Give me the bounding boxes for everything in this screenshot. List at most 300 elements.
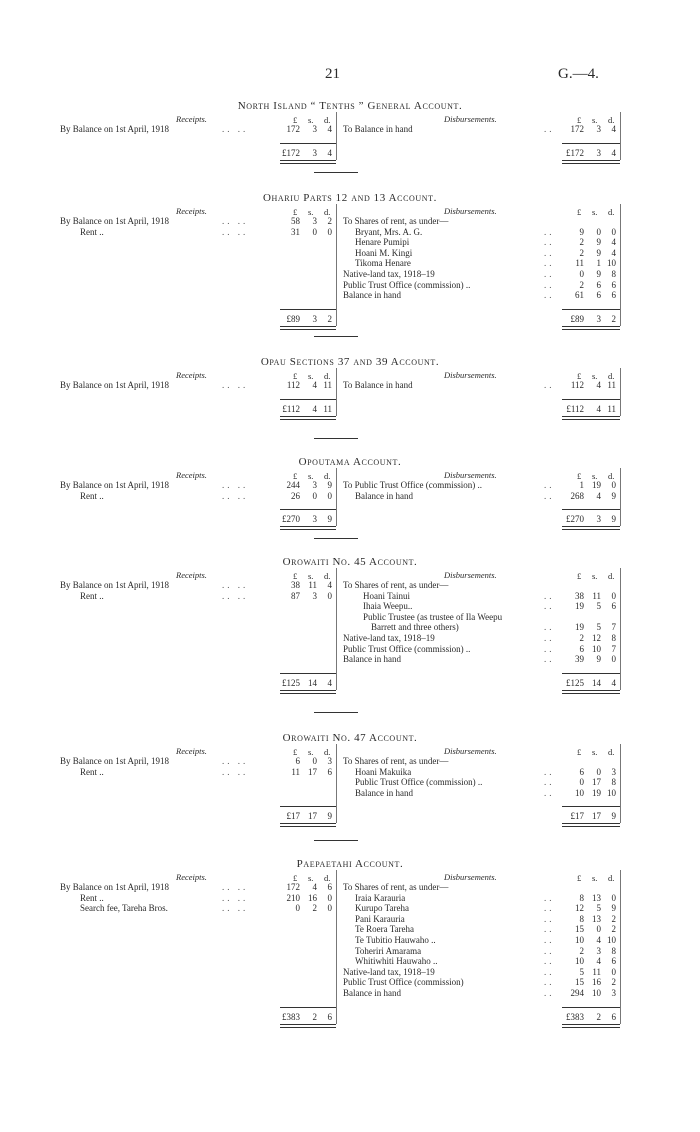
total-rule — [280, 509, 336, 510]
disbursement-pounds: 10 — [575, 935, 584, 945]
disbursement-description: Native-land tax, 1918–19 — [343, 269, 435, 279]
disbursement-shillings: 16 — [592, 977, 601, 988]
receipt-pounds: 26 — [291, 490, 300, 501]
disbursements-heading: Disbursements. — [444, 206, 497, 216]
receipt-shillings: 4 — [312, 380, 317, 390]
receipt-pounds: 172 — [286, 124, 300, 134]
receipt-pence: 6 — [327, 766, 332, 777]
receipt-pence: 4 — [327, 124, 332, 134]
receipt-shillings: 11 — [308, 580, 317, 590]
disbursements-pence-unit: d. — [608, 571, 615, 581]
leader-dots: .. — [544, 290, 555, 301]
receipts-heading: Receipts. — [176, 872, 207, 882]
disbursement-pence: 0 — [611, 892, 616, 903]
receipt-pounds: 112 — [286, 380, 300, 390]
column-divider — [620, 744, 621, 823]
column-divider — [620, 368, 621, 416]
leader-dots: .. .. — [222, 380, 249, 390]
receipts-heading: Receipts. — [176, 206, 207, 216]
disbursement-description: Iraia Karauria — [355, 892, 406, 903]
disbursement-description: Balance in hand — [343, 290, 401, 301]
disbursements-heading: Disbursements. — [444, 370, 497, 380]
receipt-description: By Balance on 1st April, 1918 — [60, 480, 169, 490]
disbursement-shillings: 12 — [592, 633, 601, 643]
leader-dots: .. — [544, 988, 555, 998]
disbursement-shillings: 11 — [592, 590, 601, 601]
disbursement-shillings: 0 — [596, 226, 601, 237]
total-rule — [562, 309, 620, 310]
receipts-shilling-unit: s. — [308, 873, 314, 883]
disbursements-pence-unit: d. — [608, 471, 615, 481]
total-rule — [562, 806, 620, 807]
disbursement-shillings: 9 — [596, 237, 601, 248]
disbursement-pounds: 2 — [579, 945, 584, 956]
disbursement-shillings: 3 — [596, 945, 601, 956]
leader-dots: .. — [544, 924, 555, 935]
receipts-pound-unit: £ — [293, 571, 298, 581]
disbursement-pounds: 10 — [575, 956, 584, 967]
disbursement-pounds: 38 — [575, 590, 584, 601]
disbursement-description: Barrett and three others) — [371, 622, 459, 633]
leader-dots: .. — [544, 124, 555, 134]
disbursement-pounds: 15 — [575, 924, 584, 935]
total-rule — [280, 143, 336, 144]
disbursement-shillings: 19 — [592, 480, 601, 490]
receipt-pence: 11 — [323, 380, 332, 390]
leader-dots: .. — [544, 643, 555, 654]
receipt-shillings: 16 — [308, 892, 317, 903]
receipt-shillings: 17 — [308, 766, 317, 777]
disbursement-pounds: 9 — [579, 226, 584, 237]
disbursement-description: Hoani Makuika — [355, 766, 412, 777]
leader-dots: .. .. — [222, 590, 249, 601]
disbursement-description: Native-land tax, 1918–19 — [343, 966, 435, 977]
receipt-pence: 6 — [327, 882, 332, 892]
disbursements-pound-unit: £ — [577, 371, 582, 381]
disbursement-shillings: 10 — [592, 643, 601, 654]
disbursement-pence: 0 — [611, 226, 616, 237]
disbursements-pound-unit: £ — [577, 571, 582, 581]
receipts-total-pounds: £125 — [282, 677, 300, 688]
section-separator — [314, 712, 358, 713]
receipts-total-pence: 2 — [327, 313, 332, 324]
account-title: Orowaiti No. 47 Account. — [282, 732, 418, 744]
disbursements-heading: Disbursements. — [444, 114, 497, 124]
receipts-total-pence: 6 — [327, 1011, 332, 1022]
account-title: Opoutama Account. — [298, 456, 402, 468]
total-rule — [280, 1007, 336, 1008]
receipts-heading: Receipts. — [176, 370, 207, 380]
receipts-shilling-unit: s. — [308, 115, 314, 125]
leader-dots: .. — [544, 601, 555, 612]
disbursement-description: Whitiwhiti Hauwaho .. — [355, 956, 438, 967]
leader-dots: .. — [544, 490, 555, 501]
receipt-pounds: 6 — [295, 756, 300, 766]
disbursements-pound-unit: £ — [577, 873, 582, 883]
disbursement-pounds: 2 — [579, 633, 584, 643]
disbursement-description: Te Roera Tareha — [355, 924, 415, 935]
disbursement-pounds: 61 — [575, 290, 584, 301]
disbursements-total-pounds: £125 — [566, 677, 584, 688]
column-divider — [336, 744, 337, 823]
receipt-pence: 2 — [327, 216, 332, 226]
disbursement-description: Public Trust Office (commission) .. — [343, 279, 471, 290]
disbursement-pence: 6 — [611, 279, 616, 290]
account-title: Ohariu Parts 12 and 13 Account. — [262, 192, 438, 204]
disbursement-pounds: 6 — [579, 766, 584, 777]
receipt-pounds: 38 — [291, 580, 300, 590]
receipt-description: Rent .. — [80, 590, 104, 601]
disbursement-pence: 10 — [607, 258, 616, 269]
disbursement-description: Public Trust Office (commission) — [343, 977, 464, 988]
double-rule — [280, 416, 336, 420]
leader-dots: .. — [544, 977, 555, 988]
disbursements-shilling-unit: s. — [592, 207, 598, 217]
leader-dots: .. — [544, 777, 555, 788]
receipt-pounds: 244 — [286, 480, 300, 490]
total-rule — [562, 673, 620, 674]
disbursement-description: Public Trust Office (commission) .. — [343, 643, 471, 654]
disbursement-pounds: 10 — [575, 787, 584, 798]
disbursements-total-pounds: £270 — [566, 514, 584, 525]
column-divider — [620, 468, 621, 526]
receipts-total-pence: 11 — [323, 403, 332, 414]
disbursements-total-pounds: £112 — [566, 403, 584, 414]
receipts-total-shillings: 3 — [312, 313, 317, 324]
disbursements-total-pounds: £172 — [566, 147, 584, 158]
disbursement-description: Ihaia Weepu.. — [363, 601, 413, 612]
receipts-pound-unit: £ — [293, 873, 298, 883]
receipts-total-pence: 4 — [327, 677, 332, 688]
disbursement-description: Balance in hand — [355, 787, 413, 798]
disbursement-description: Tikoma Henare — [355, 258, 411, 269]
leader-dots: .. — [544, 945, 555, 956]
leader-dots: .. .. — [222, 490, 249, 501]
leader-dots: .. .. — [222, 892, 249, 903]
receipts-pence-unit: d. — [324, 873, 331, 883]
receipt-shillings: 2 — [312, 903, 317, 914]
disbursement-pence: 2 — [611, 977, 616, 988]
leader-dots: .. .. — [222, 766, 249, 777]
disbursements-shilling-unit: s. — [592, 571, 598, 581]
disbursement-pence: 7 — [611, 643, 616, 654]
disbursement-shillings: 19 — [592, 787, 601, 798]
disbursement-description: Hoani M. Kingi — [355, 247, 413, 258]
disbursement-shillings: 10 — [592, 988, 601, 998]
receipts-total-shillings: 3 — [312, 147, 317, 158]
disbursement-pence: 10 — [607, 787, 616, 798]
leader-dots: .. — [544, 935, 555, 945]
receipts-pound-unit: £ — [293, 115, 298, 125]
receipts-total-pence: 9 — [327, 514, 332, 525]
leader-dots: .. — [544, 903, 555, 914]
disbursement-pence: 8 — [611, 633, 616, 643]
disbursement-description: Balance in hand — [343, 654, 401, 665]
double-rule — [280, 160, 336, 164]
disbursement-pence: 4 — [611, 124, 616, 134]
leader-dots: .. .. — [222, 124, 249, 134]
leader-dots: .. .. — [222, 480, 249, 490]
disbursement-pounds: 15 — [575, 977, 584, 988]
disbursement-pence: 2 — [611, 913, 616, 924]
disbursement-description: Hoani Tainui — [363, 590, 410, 601]
leader-dots: .. — [544, 590, 555, 601]
disbursement-shillings: 0 — [596, 766, 601, 777]
section-separator — [314, 840, 358, 841]
receipt-description: By Balance on 1st April, 1918 — [60, 380, 169, 390]
receipts-shilling-unit: s. — [308, 371, 314, 381]
double-rule — [562, 526, 620, 530]
double-rule — [562, 690, 620, 694]
receipts-heading: Receipts. — [176, 114, 207, 124]
disbursement-pence: 0 — [611, 480, 616, 490]
receipts-total-pounds: £383 — [282, 1011, 300, 1022]
disbursements-shilling-unit: s. — [592, 747, 598, 757]
receipts-total-shillings: 2 — [312, 1011, 317, 1022]
receipts-total-shillings: 4 — [312, 403, 317, 414]
disbursement-pence: 11 — [607, 380, 616, 390]
section-separator — [314, 336, 358, 337]
disbursement-pence: 0 — [611, 966, 616, 977]
total-rule — [562, 1007, 620, 1008]
disbursement-description: To Shares of rent, as under— — [343, 756, 449, 766]
disbursement-pounds: 112 — [570, 380, 584, 390]
receipt-pounds: 210 — [286, 892, 300, 903]
disbursement-pounds: 0 — [579, 269, 584, 279]
disbursements-total-pence: 2 — [611, 313, 616, 324]
double-rule — [280, 526, 336, 530]
disbursement-pence: 8 — [611, 269, 616, 279]
receipts-shilling-unit: s. — [308, 571, 314, 581]
receipt-pence: 4 — [327, 580, 332, 590]
receipt-pounds: 87 — [291, 590, 300, 601]
disbursement-pounds: 12 — [575, 903, 584, 914]
disbursement-pounds: 268 — [570, 490, 584, 501]
disbursements-shilling-unit: s. — [592, 471, 598, 481]
receipt-pence: 0 — [327, 892, 332, 903]
disbursements-pence-unit: d. — [608, 747, 615, 757]
disbursement-pence: 4 — [611, 237, 616, 248]
disbursement-shillings: 13 — [592, 892, 601, 903]
receipt-pounds: 11 — [291, 766, 300, 777]
disbursement-description: Public Trust Office (commission) .. — [355, 777, 483, 788]
leader-dots: .. — [544, 380, 555, 390]
receipts-total-shillings: 14 — [308, 677, 317, 688]
receipts-total-pence: 9 — [327, 811, 332, 822]
receipts-total-pounds: £270 — [282, 514, 300, 525]
receipt-shillings: 3 — [312, 480, 317, 490]
leader-dots: .. — [544, 226, 555, 237]
column-divider — [336, 870, 337, 1024]
section-separator — [314, 438, 358, 439]
leader-dots: .. .. — [222, 756, 249, 766]
receipt-description: Rent .. — [80, 226, 104, 237]
disbursements-total-pounds: £89 — [570, 313, 584, 324]
disbursement-pence: 3 — [611, 988, 616, 998]
disbursement-description: Pani Karauria — [355, 913, 405, 924]
receipt-shillings: 3 — [312, 590, 317, 601]
receipts-pence-unit: d. — [324, 371, 331, 381]
account-title: Opau Sections 37 and 39 Account. — [260, 356, 440, 368]
receipt-description: Rent .. — [80, 892, 104, 903]
leader-dots: .. .. — [222, 226, 249, 237]
column-divider — [336, 368, 337, 416]
double-rule — [280, 690, 336, 694]
disbursement-pence: 0 — [611, 654, 616, 665]
disbursement-pence: 0 — [611, 590, 616, 601]
disbursement-shillings: 5 — [596, 622, 601, 633]
disbursement-description: Te Tubitio Hauwaho .. — [355, 935, 436, 945]
receipt-description: By Balance on 1st April, 1918 — [60, 580, 169, 590]
receipts-heading: Receipts. — [176, 470, 207, 480]
disbursement-pounds: 5 — [579, 966, 584, 977]
disbursement-shillings: 9 — [596, 269, 601, 279]
disbursement-shillings: 4 — [596, 935, 601, 945]
disbursement-pence: 7 — [611, 622, 616, 633]
leader-dots: .. — [544, 913, 555, 924]
leader-dots: .. — [544, 766, 555, 777]
disbursement-description: Native-land tax, 1918–19 — [343, 633, 435, 643]
disbursement-shillings: 11 — [592, 966, 601, 977]
disbursement-shillings: 1 — [596, 258, 601, 269]
account-title: Orowaiti No. 45 Account. — [282, 556, 418, 568]
disbursement-pence: 2 — [611, 924, 616, 935]
total-rule — [562, 399, 620, 400]
disbursement-pounds: 2 — [579, 237, 584, 248]
leader-dots: .. — [544, 269, 555, 279]
leader-dots: .. — [544, 258, 555, 269]
disbursement-pence: 8 — [611, 777, 616, 788]
leader-dots: .. — [544, 956, 555, 967]
disbursement-pounds: 8 — [579, 892, 584, 903]
disbursement-pounds: 172 — [570, 124, 584, 134]
disbursement-description: Balance in hand — [355, 490, 413, 501]
receipts-heading: Receipts. — [176, 570, 207, 580]
disbursement-shillings: 6 — [596, 290, 601, 301]
column-divider — [336, 204, 337, 326]
disbursement-shillings: 0 — [596, 924, 601, 935]
leader-dots: .. — [544, 622, 555, 633]
account-title: North Island “ Tenths ” General Account. — [237, 100, 463, 112]
column-divider — [620, 204, 621, 326]
leader-dots: .. — [544, 787, 555, 798]
disbursement-pounds: 39 — [575, 654, 584, 665]
receipts-total-shillings: 3 — [312, 514, 317, 525]
disbursement-description: To Balance in hand — [343, 124, 413, 134]
disbursements-total-shillings: 3 — [596, 313, 601, 324]
leader-dots: .. .. — [222, 903, 249, 914]
disbursements-total-shillings: 2 — [596, 1011, 601, 1022]
disbursement-pence: 8 — [611, 945, 616, 956]
disbursement-pounds: 8 — [579, 913, 584, 924]
receipts-total-pounds: £172 — [282, 147, 300, 158]
disbursement-pounds: 19 — [575, 622, 584, 633]
column-divider — [620, 870, 621, 1024]
disbursements-total-shillings: 3 — [596, 514, 601, 525]
double-rule — [280, 1024, 336, 1028]
double-rule — [562, 160, 620, 164]
disbursement-pounds: 2 — [579, 279, 584, 290]
receipt-pence: 9 — [327, 480, 332, 490]
disbursements-pound-unit: £ — [577, 115, 582, 125]
disbursement-pence: 6 — [611, 290, 616, 301]
disbursement-description: Henare Pumipi — [355, 237, 410, 248]
disbursements-total-pence: 9 — [611, 811, 616, 822]
disbursement-pounds: 11 — [575, 258, 584, 269]
double-rule — [562, 823, 620, 827]
receipts-total-pounds: £112 — [282, 403, 300, 414]
disbursement-shillings: 4 — [596, 380, 601, 390]
disbursement-shillings: 4 — [596, 490, 601, 501]
disbursement-shillings: 6 — [596, 279, 601, 290]
disbursements-pound-unit: £ — [577, 207, 582, 217]
disbursement-pence: 6 — [611, 601, 616, 612]
disbursements-shilling-unit: s. — [592, 371, 598, 381]
disbursement-pence: 9 — [611, 490, 616, 501]
receipts-total-pence: 4 — [327, 147, 332, 158]
disbursement-description: To Balance in hand — [343, 380, 413, 390]
disbursement-description: To Shares of rent, as under— — [343, 216, 449, 226]
disbursement-description: Bryant, Mrs. A. G. — [355, 226, 423, 237]
disbursement-shillings: 4 — [596, 956, 601, 967]
column-divider — [336, 112, 337, 160]
leader-dots: .. — [544, 892, 555, 903]
disbursements-total-pence: 11 — [607, 403, 616, 414]
disbursement-description: Toheriri Amarama — [355, 945, 422, 956]
receipt-pounds: 58 — [291, 216, 300, 226]
receipt-description: By Balance on 1st April, 1918 — [60, 216, 169, 226]
disbursements-shilling-unit: s. — [592, 115, 598, 125]
receipt-shillings: 0 — [312, 226, 317, 237]
disbursement-description: To Shares of rent, as under— — [343, 882, 449, 892]
disbursements-total-pence: 9 — [611, 514, 616, 525]
disbursements-total-pounds: £383 — [566, 1011, 584, 1022]
receipt-pence: 0 — [327, 903, 332, 914]
receipt-pounds: 172 — [286, 882, 300, 892]
receipts-pound-unit: £ — [293, 471, 298, 481]
disbursement-description: Public Trustee (as trustee of Ila Weepu — [363, 611, 503, 622]
disbursement-pounds: 1 — [579, 480, 584, 490]
disbursement-pounds: 19 — [575, 601, 584, 612]
disbursement-pounds: 2 — [579, 247, 584, 258]
disbursement-shillings: 17 — [592, 777, 601, 788]
disbursement-shillings: 3 — [596, 124, 601, 134]
disbursements-pence-unit: d. — [608, 371, 615, 381]
leader-dots: .. — [544, 480, 555, 490]
disbursements-pence-unit: d. — [608, 207, 615, 217]
receipt-pounds: 31 — [291, 226, 300, 237]
receipt-shillings: 3 — [312, 124, 317, 134]
leader-dots: .. — [544, 966, 555, 977]
receipts-pound-unit: £ — [293, 207, 298, 217]
disbursement-shillings: 13 — [592, 913, 601, 924]
leader-dots: .. — [544, 237, 555, 248]
receipt-shillings: 0 — [312, 490, 317, 501]
receipt-description: By Balance on 1st April, 1918 — [60, 124, 169, 134]
receipt-shillings: 4 — [312, 882, 317, 892]
receipt-pence: 0 — [327, 590, 332, 601]
receipts-pence-unit: d. — [324, 471, 331, 481]
disbursements-pound-unit: £ — [577, 471, 582, 481]
total-rule — [280, 806, 336, 807]
disbursement-description: Kurupo Tareha — [355, 903, 409, 914]
page-number: 21 — [325, 66, 340, 82]
disbursement-pence: 4 — [611, 247, 616, 258]
disbursement-shillings: 5 — [596, 903, 601, 914]
disbursements-pence-unit: d. — [608, 873, 615, 883]
leader-dots: .. — [544, 633, 555, 643]
disbursement-pounds: 0 — [579, 777, 584, 788]
